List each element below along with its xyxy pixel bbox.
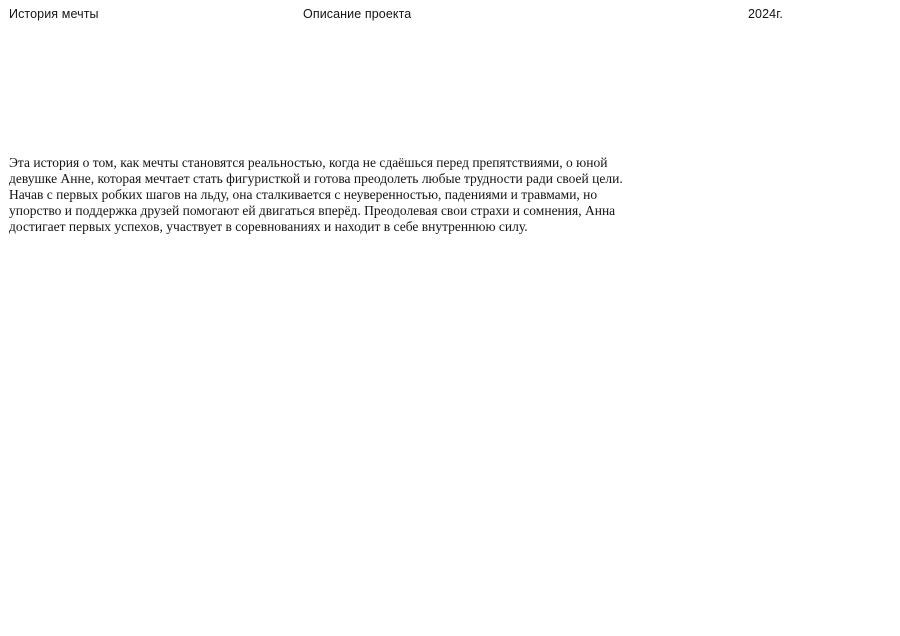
- description-line: Эта история о том, как мечты становятся реальностью, когда не сдаёшься перед препятствиями, о юной: [9, 155, 608, 170]
- project-title: История мечты: [9, 7, 99, 21]
- section-title: Описание проекта: [303, 7, 412, 21]
- year-label: 2024г.: [748, 7, 783, 21]
- project-description: [9, 155, 649, 235]
- description-line: достигает первых успехов, участвует в соревнованиях и находит в себе внутреннюю силу.: [9, 219, 528, 234]
- description-line: Начав с первых робких шагов на льду, она сталкивается с неуверенностью, падениями и травмами, но: [9, 187, 598, 202]
- description-line: девушке Анне, которая мечтает стать фигуристкой и готова преодолеть любые трудности ради своей цели.: [9, 171, 623, 186]
- description-line: упорство и поддержка друзей помогают ей двигаться вперёд. Преодолевая свои страхи и сомнения, Анна: [9, 203, 616, 218]
